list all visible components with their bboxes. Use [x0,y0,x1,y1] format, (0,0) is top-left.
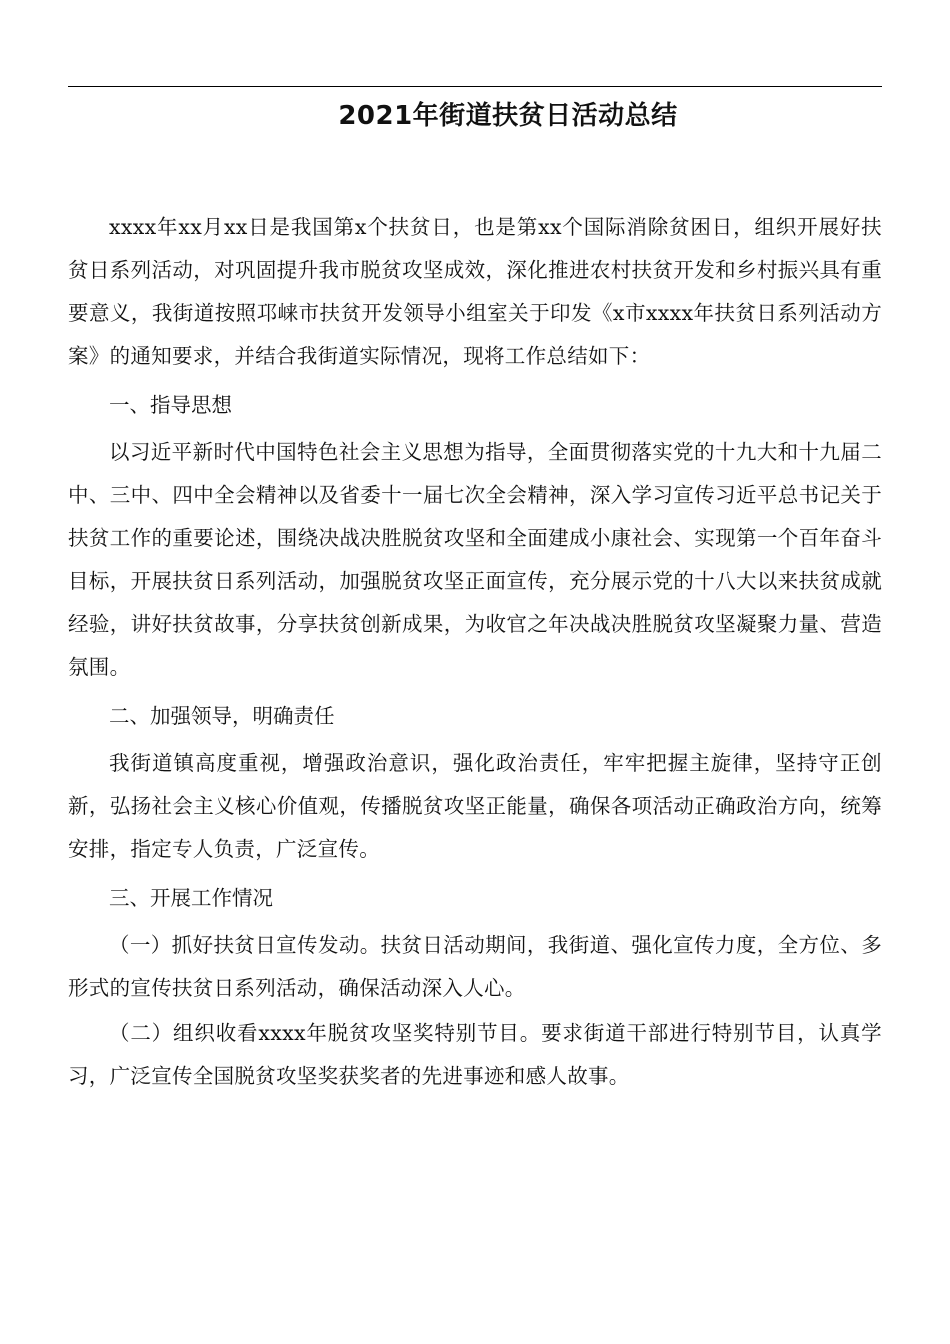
intro-paragraph: xxxx年xx月xx日是我国第x个扶贫日，也是第xx个国际消除贫困日，组织开展好扶贫日系列活动，对巩固提升我市脱贫攻坚成效，深化推进农村扶贫开发和乡村振兴具有重要意义，我街道按照邛崃市扶贫开发领导小组室关于印发《x市xxxx年扶贫日系列活动方案》的通知要求，并结合我街道实际情况，现将工作总结如下： [68,215,882,368]
document-body [68,206,882,1100]
section-paragraph: 以习近平新时代中国特色社会主义思想为指导，全面贯彻落实党的十九大和十九届二中、三中、四中全会精神以及省委十一届七次全会精神，深入学习宣传习近平总书记关于扶贫工作的重要论述，围绕决战决胜脱贫攻坚和全面建成小康社会、实现第一个百年奋斗目标，开展扶贫日系列活动，加强脱贫攻坚正面宣传，充分展示党的十八大以来扶贫成就经验，讲好扶贫故事，分享扶贫创新成果，为收官之年决战决胜脱贫攻坚凝聚力量、营造氛围。 [68,440,882,679]
section-heading-work-status: 三、开展工作情况 [109,886,273,910]
page-title: 2021年街道扶贫日活动总结 [338,101,678,131]
section-paragraph: 我街道镇高度重视，增强政治意识，强化政治责任，牢牢把握主旋律，坚持守正创新，弘扬社会主义核心价值观，传播脱贫攻坚正能量，确保各项活动正确政治方向，统筹安排，指定专人负责，广泛宣传。 [68,751,882,861]
section-heading-leadership: 二、加强领导，明确责任 [109,704,335,728]
section-paragraph: （二）组织收看xxxx年脱贫攻坚奖特别节目。要求街道干部进行特别节目，认真学习，广泛宣传全国脱贫攻坚奖获奖者的先进事迹和感人故事。 [68,1021,882,1088]
section-paragraph: （一）抓好扶贫日宣传发动。扶贫日活动期间，我街道、强化宣传力度，全方位、多形式的宣传扶贫日系列活动，确保活动深入人心。 [68,933,882,1000]
header-rule [68,86,882,87]
section-heading-guiding-thought: 一、指导思想 [109,393,232,417]
